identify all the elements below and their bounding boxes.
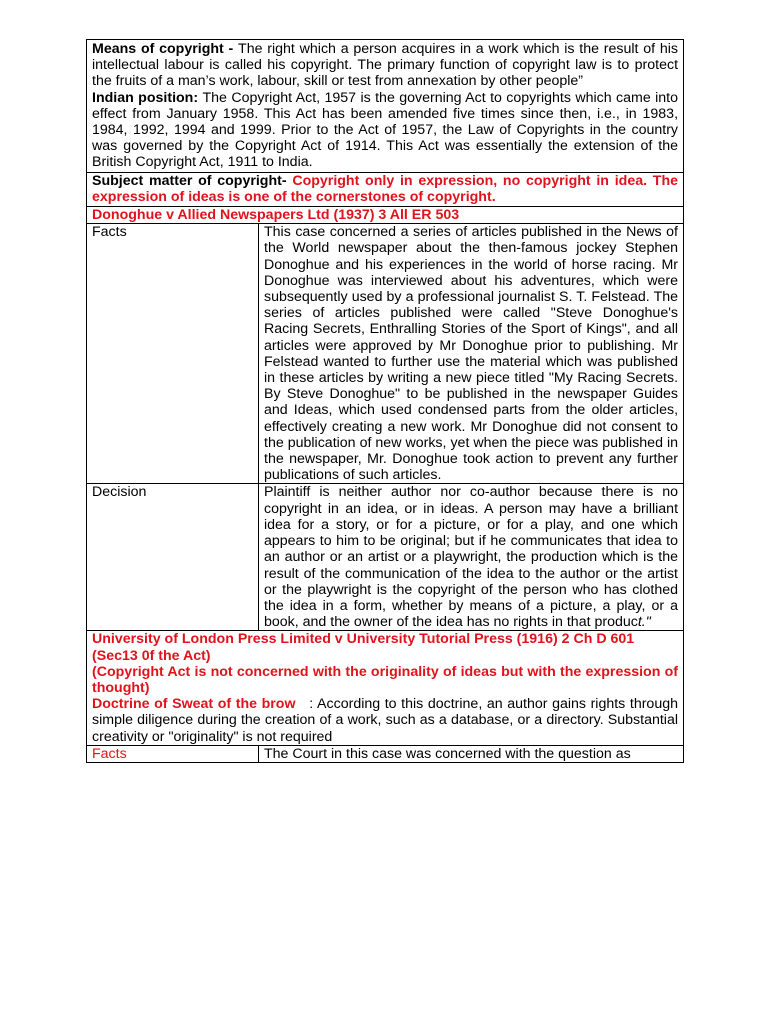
intro-row bbox=[87, 40, 684, 173]
case1-decision-row bbox=[87, 484, 684, 631]
case2-facts-label: Facts bbox=[87, 745, 259, 762]
case2-section: (Sec13 0f the Act) bbox=[92, 647, 211, 664]
indian-label: Indian position: bbox=[92, 89, 203, 106]
subject-text: Copyright only in expression, no copyright in idea. The expression of ideas is one of the cornerstones of copyright. bbox=[92, 172, 679, 205]
case1-facts-label: Facts bbox=[87, 224, 259, 484]
case2-cell bbox=[87, 631, 684, 745]
case2-facts-text: The Court in this case was concerned with the question as bbox=[259, 745, 684, 762]
case1-title-row bbox=[87, 207, 684, 224]
case1-facts-text: This case concerned a series of articles published in the News of the World newspaper about the then-famous jockey Stephen Donoghue and his experiences in the world of horse racing. Mr Donoghue was interviewed about his adventures, which were subsequently used by a professional journalist S. T. Felstead. The series of articles published were called "Steve Donoghue's Racing Secrets, Enthralling Stories of the Sport of Kings", and all articles were approved by Mr Donoghue prior to publishing. Mr Felstead wanted to further use the material which was published in these articles by writing a new piece titled "My Racing Secrets. By Steve Donoghue" to be published in the newspaper Guides and Ideas, which used condensed parts from the older articles, effectively creating a new work. Mr Donoghue did not consent to the publication of new works, yet when the piece was published in the newspaper, Mr. Donoghue took action to prevent any further publications of such articles. bbox=[259, 224, 684, 484]
indian-text: The Copyright Act, 1957 is the governing Act to copyrights which came into effect from January 1958. This Act has been amended five times since then, i.e., in 1983, 1984, 1992, 1994 and 1999. Prior to the Act of 1957, the Law of Copyrights in the country was governed by the Copyright Act of 1914. This Act was essentially the extension of the British Copyright Act, 1911 to India. bbox=[92, 89, 679, 171]
doctrine-text: : According to this doctrine, an author gains rights through simple diligence during the creation of a work, such as a database, or a directory. Substantial creativity or "originality" is not required bbox=[92, 696, 682, 745]
doctrine-paragraph bbox=[92, 696, 682, 745]
subject-label: Subject matter of copyright- bbox=[92, 172, 293, 189]
case1-decision-cell bbox=[259, 484, 684, 631]
case1-facts-row bbox=[87, 224, 684, 484]
case2-facts-row bbox=[87, 745, 684, 762]
doctrine-label: Doctrine of Sweat of the brow bbox=[92, 696, 296, 713]
case1-decision-text: Plaintiff is neither author nor co-author because there is no copyright in an idea, or in ideas. A person may have a brilliant idea for a story, or for a picture, or for a play, and one which appears to him to be original; but if he communicates that idea to an author or an artist or a playwright, the production which is the result of the communication of the idea to the author or the artist or the playwright is the copyright of the person who has clothed the idea in a form, whether by means of a picture, a play, or a book, and the owner of the idea has no rights in that produc bbox=[264, 484, 679, 631]
subject-cell bbox=[87, 172, 684, 206]
case2-holding: (Copyright Act is not concerned with the originality of ideas but with the expression of thought) bbox=[92, 663, 679, 696]
case1-decision-label: Decision bbox=[87, 484, 259, 631]
means-paragraph bbox=[92, 41, 678, 90]
document-page bbox=[86, 39, 683, 763]
case1-title: Donoghue v Allied Newspapers Ltd (1937) 3 All ER 503 bbox=[87, 207, 684, 224]
means-label: Means of copyright - bbox=[92, 41, 239, 57]
notes-table bbox=[86, 39, 684, 763]
indian-paragraph bbox=[92, 90, 678, 171]
intro-cell bbox=[87, 40, 684, 173]
means-text: The right which a person acquires in a work which is the result of his intellectual labour is called his copyright. The primary function of copyright law is to protect the fruits of a man’s work, labour, skill or test from annexation by other people” bbox=[92, 41, 679, 90]
case1-decision-end: t." bbox=[637, 614, 651, 631]
case2-title: University of London Press Limited v University Tutorial Press (1916) 2 Ch D 601 bbox=[92, 631, 635, 648]
subject-row bbox=[87, 172, 684, 206]
case2-row bbox=[87, 631, 684, 745]
